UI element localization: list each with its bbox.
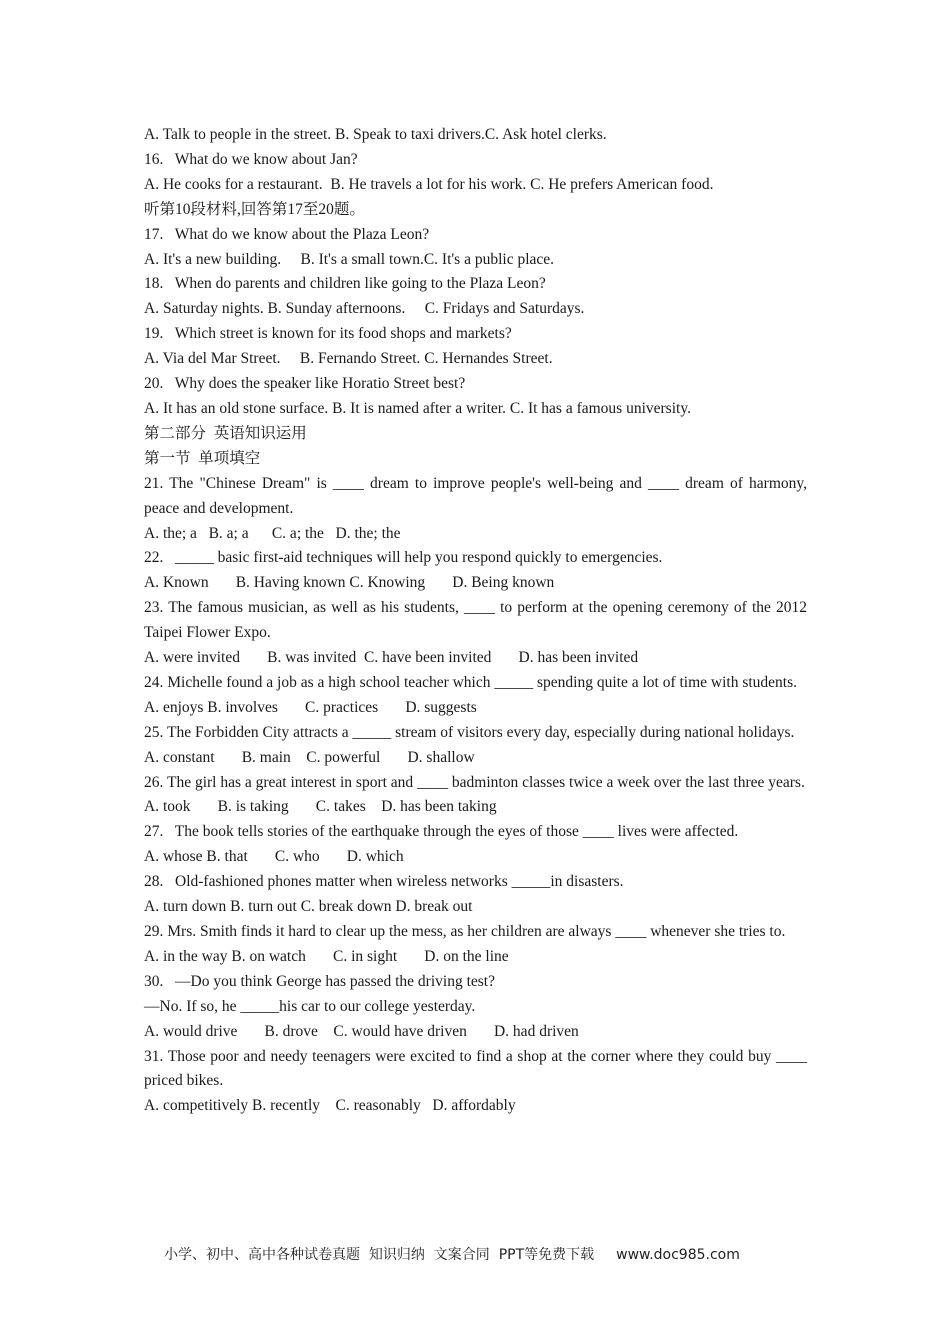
q20-stem: 20. Why does the speaker like Horatio Street best? — [144, 375, 466, 393]
page-footer — [164, 1243, 804, 1267]
listening-instruction: 听第10段材料,回答第17至20题。 — [144, 200, 365, 218]
footer-site-link[interactable]: www.doc985.com — [616, 1247, 740, 1263]
q31-options: A. competitively B. recently C. reasonably D. affordably — [144, 1097, 516, 1115]
q18-stem: 18. When do parents and children like going to the Plaza Leon? — [144, 275, 546, 293]
q28-stem: 28. Old-fashioned phones matter when wireless networks _____in disasters. — [144, 873, 624, 891]
q19-options: A. Via del Mar Street. B. Fernando Street. C. Hernandes Street. — [144, 350, 553, 368]
q27-stem: 27. The book tells stories of the earthquake through the eyes of those ____ lives were affected. — [144, 823, 739, 841]
q18-options: A. Saturday nights. B. Sunday afternoons. C. Fridays and Saturdays. — [144, 300, 585, 318]
q20-options: A. It has an old stone surface. B. It is named after a writer. C. It has a famous university. — [144, 399, 691, 417]
q25-stem: 25. The Forbidden City attracts a _____ stream of visitors every day, especially during national holidays. — [144, 723, 795, 741]
q30-stem: 30. —Do you think George has passed the driving test? — [144, 972, 495, 990]
q29-stem: 29. Mrs. Smith finds it hard to clear up the mess, as her children are always ____ whenever she tries to. — [144, 923, 786, 940]
q21-stem: 21. The "Chinese Dream" is ____ dream to improve people's well-being and ____ dream of harmony, peace and development. — [144, 474, 807, 517]
q26-stem: 26. The girl has a great interest in sport and ____ badminton classes twice a week over the last three years. — [144, 773, 805, 791]
q23-stem: 23. The famous musician, as well as his students, ____ to perform at the opening ceremony of the 2012 Taipei Flower Expo. — [144, 599, 807, 642]
q28-options: A. turn down B. turn out C. break down D. break out — [144, 898, 473, 916]
q24-options: A. enjoys B. involves C. practices D. suggests — [144, 698, 477, 716]
part-two-heading: 第二部分 英语知识运用 — [144, 424, 307, 442]
section-one-heading: 第一节 单项填空 — [144, 449, 261, 467]
q24-stem: 24. Michelle found a job as a high school teacher which _____ spending quite a lot of time with students. — [144, 673, 798, 691]
document-body — [144, 123, 807, 1119]
q19-stem: 19. Which street is known for its food shops and markets? — [144, 325, 512, 343]
footer-text: 小学、初中、高中各种试卷真题 知识归纳 文案合同 PPT等免费下载 — [164, 1247, 595, 1263]
q22-options: A. Known B. Having known C. Knowing D. Being known — [144, 574, 555, 592]
q27-options: A. whose B. that C. who D. which — [144, 848, 404, 866]
q15-options: A. Talk to people in the street. B. Speak to taxi drivers.C. Ask hotel clerks. — [144, 126, 607, 143]
q16-options: A. He cooks for a restaurant. B. He travels a lot for his work. C. He prefers American food. — [144, 175, 714, 193]
q30-dialogue: —No. If so, he _____his car to our college yesterday. — [144, 997, 476, 1015]
q23-options: A. were invited B. was invited C. have been invited D. has been invited — [144, 649, 639, 667]
q31-stem: 31. Those poor and needy teenagers were excited to find a shop at the corner where they could buy ____ priced bikes. — [144, 1047, 807, 1090]
q25-options: A. constant B. main C. powerful D. shallow — [144, 748, 475, 766]
q21-options: A. the; a B. a; a C. a; the D. the; the — [144, 524, 401, 542]
q29-options: A. in the way B. on watch C. in sight D. on the line — [144, 947, 509, 965]
q26-options: A. took B. is taking C. takes D. has been taking — [144, 798, 497, 816]
q22-stem: 22. _____ basic first-aid techniques will help you respond quickly to emergencies. — [144, 549, 663, 567]
q30-options: A. would drive B. drove C. would have driven D. had driven — [144, 1022, 579, 1040]
q17-options: A. It's a new building. B. It's a small town.C. It's a public place. — [144, 250, 555, 268]
q16-stem: 16. What do we know about Jan? — [144, 150, 358, 168]
q17-stem: 17. What do we know about the Plaza Leon? — [144, 225, 430, 243]
